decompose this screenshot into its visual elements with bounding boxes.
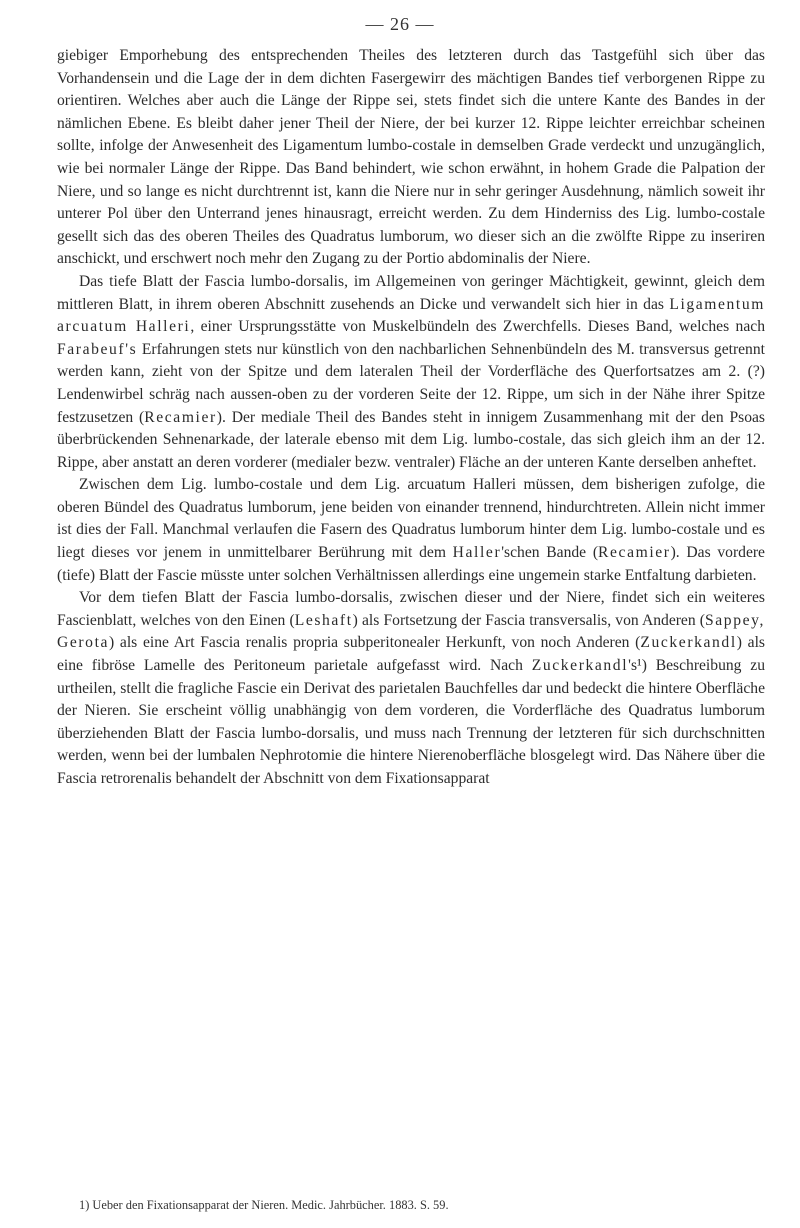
text-segment: 's¹) Beschreibung zu urtheilen, stellt die fragliche Fascie ein Derivat des parietalen Bauchfelles dar und bedeckt die hintere Oberfläche der Nieren. Sie erscheint völlig unabhängig von dem vorderen, die Vorderfläche des Quadratus lumborum überziehenden Blatt der Fascia lumbo-dorsalis, und muss nach Trennung der letzteren für sich durchschnitten werden, wenn bei der lumbalen Nephrotomie die hintere Nierenoberfläche blosgelegt wird. Das Nähere über die Fascia retrorenalis behandelt der Abschnitt von dem Fixationsapparat bbox=[57, 657, 765, 787]
paragraph bbox=[57, 271, 765, 474]
text-segment: giebiger Emporhebung des entsprechenden Theiles des letzteren durch das Tastgefühl sich über das Vorhandensein und die Lage der in dem dichten Fasergewirr des mächtigen Bandes tief verborgenen Rippe zu orientiren. Welches aber auch die Länge der Rippe sei, stets findet sich die untere Kante des Bandes in der nämlichen Ebene. Es bleibt daher jener Theil der Niere, der bei kurzer 12. Rippe leichter erreichbar scheinen sollte, infolge der Anwesenheit des Ligamentum lumbo-costale in demselben Grade verdeckt und unzugänglich, wie bei normaler Länge der Rippe. Das Band behindert, wie schon erwähnt, in hohem Grade die Palpation der Niere, und so lange es nicht durchtrennt ist, kann die Niere nur in sehr geringer Ausdehnung, nämlich soweit ihr unterer Pol über den Unterrand jenes hinausragt, erreicht werden. Zu dem Hinderniss des Lig. lumbo-costale gesellt sich das des oberen Theiles des Quadratus lumborum, wo dieser sich an die zwölfte Rippe zu inseriren anschickt, und erschwert noch mehr den Zugang zu der Portio abdominalis der Niere. bbox=[57, 47, 765, 268]
text-segment: Zwischen dem Lig. lumbo-costale und dem Lig. arcuatum Halleri müssen, dem bisherigen zufolge, die oberen Bündel des Quadratus lumborum, jene beiden von einander trennend, hindurchtreten. Allein nicht immer ist dies der Fall. Manchmal verlaufen die Fasern des Quadratus lumborum hinter dem Lig. lumbo-costale und es liegt dieses vor jenem in unmittelbarer Berührung mit dem bbox=[57, 476, 765, 562]
text-segment: , einer Ursprungsstätte von Muskelbündeln des Zwerchfells. Dieses Band, welches nach bbox=[190, 318, 765, 336]
text-segment: Das tiefe Blatt der Fascia lumbo-dorsalis, im Allgemeinen von geringer Mächtigkeit, gewinnt, gleich dem mittleren Blatt, in ihrem oberen Abschnitt zusehends an Dicke und verwandelt sich hier in das bbox=[57, 272, 765, 313]
spaced-name: Zuckerkandl bbox=[531, 657, 629, 675]
spaced-name: Leshaft bbox=[294, 611, 353, 629]
text-segment: Vor dem tiefen Blatt der Fascia lumbo-dorsalis, zwischen dieser und der Niere, findet sich ein weiteres Fascienblatt, welches von den Einen ( bbox=[57, 589, 765, 629]
paragraph bbox=[57, 587, 765, 790]
text-segment: ) als eine fibröse Lamelle des Peritoneum parietale aufgefasst wird. Nach bbox=[57, 634, 765, 675]
spaced-name: Sappey, Gerota bbox=[57, 611, 765, 652]
spaced-name: Farabeuf's bbox=[57, 340, 138, 358]
spaced-name: Haller bbox=[452, 544, 502, 562]
page-number: — 26 — bbox=[365, 14, 435, 34]
spaced-name: Ligamentum arcuatum Halleri bbox=[57, 295, 765, 336]
text-segment: 'schen Bande ( bbox=[501, 544, 599, 562]
text-segment: ) als Fortsetzung der Fascia transversalis, von Anderen ( bbox=[352, 611, 705, 629]
text-segment: ) als eine Art Fascia renalis propria subperitonealer Herkunft, von noch Anderen ( bbox=[109, 634, 641, 652]
body-text bbox=[57, 45, 765, 791]
paragraph bbox=[57, 474, 765, 587]
text-segment: ). Das vordere (tiefe) Blatt der Fascie müsste unter solchen Verhältnissen allerdings eine ungemein starke Entfaltung darbieten. bbox=[57, 544, 765, 584]
paragraph bbox=[57, 45, 765, 271]
text-segment: ). Der mediale Theil des Bandes steht in innigem Zusammenhang mit der den Psoas überbrückenden Sehnenarkade, der laterale ebenso mit dem Lig. lumbo-costale, das sich gleich ihm an der 12. Rippe, aber anstatt an deren vorderer (medialer bezw. ventraler) Fläche an der unteren Kante derselben anheftet. bbox=[57, 408, 765, 471]
spaced-name: Recamier bbox=[144, 408, 217, 426]
spaced-name: Recamier bbox=[598, 544, 671, 562]
spaced-name: Zuckerkandl bbox=[640, 634, 737, 652]
text-segment: Erfahrungen stets nur künstlich von den nachbarlichen Sehnenbündeln des M. transversus getrennt werden kann, zieht von der Spitze und dem lateralen Theil der Vorderfläche des Querfortsatzes am 2. (?) Lendenwirbel schräg nach aussen-oben zu der vorderen Seite der 12. Rippe, um sich in der Nähe ihrer Spitze festzusetzen ( bbox=[57, 340, 765, 426]
footnote: 1) Ueber den Fixationsapparat der Nieren. Medic. Jahrbücher. 1883. S. 59. bbox=[79, 1198, 449, 1212]
